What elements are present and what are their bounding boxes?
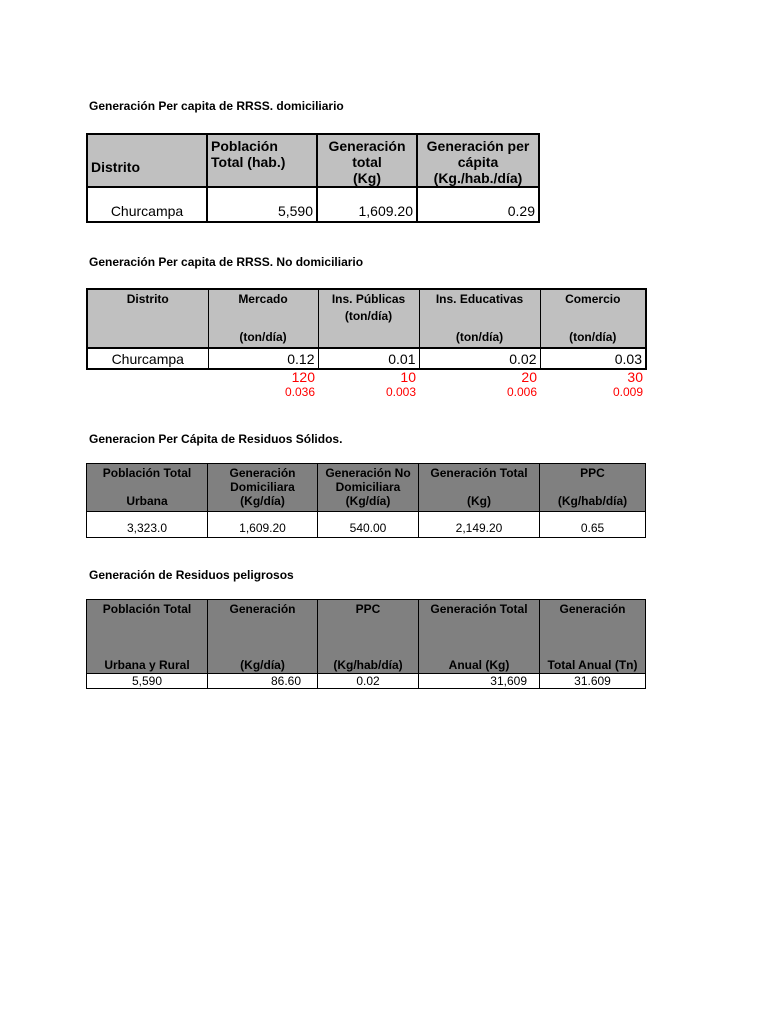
header-distrito: Distrito [87,289,208,348]
header-poblacion-urbana-rural: Población Total Urbana y Rural [87,600,208,674]
cell-mercado-extra: 120 [291,369,315,384]
cell-ppc: 0.02 [318,674,419,689]
header-generacion-total: Generación Total (Kg) [419,464,540,512]
table-row [87,384,646,400]
cell-generacion-domiciliara: 1,609.20 [208,512,318,538]
section-title-residuos-peligrosos: Generación de Residuos peligrosos [89,568,294,582]
cell-ins-educativas: 0.02 [419,348,540,369]
table-row [87,348,646,369]
cell-comercio-extra: 30 [627,369,643,384]
cell-ins-educativas-extra: 20 [521,369,537,384]
section-title-domiciliario: Generación Per capita de RRSS. domiciliario [89,99,344,113]
cell-mercado: 0.12 [208,348,318,369]
cell-poblacion: 5,590 [207,187,317,222]
cell-ppc: 0.65 [540,512,646,538]
cell-generacion-no-domiciliara: 540.00 [318,512,419,538]
table-domiciliario [86,133,540,223]
section-title-no-domiciliario: Generación Per capita de RRSS. No domiciliario [89,255,364,269]
cell-poblacion: 5,590 [87,674,208,689]
header-comercio: Comercio (ton/día) [540,289,646,348]
header-poblacion-urbana: Población Total Urbana [87,464,208,512]
cell-ins-educativas-ton: 0.006 [506,385,537,399]
cell-ins-publicas: 0.01 [318,348,419,369]
cell-distrito: Churcampa [87,187,207,222]
cell-empty [87,384,208,400]
table-row [87,512,646,538]
cell-empty [87,369,208,384]
cell-poblacion-urbana: 3,323.0 [87,512,208,538]
header-generacion-total-anual-tn: Generación Total Anual (Tn) [540,600,646,674]
cell-generacion-total-anual-tn: 31.609 [540,674,646,689]
cell-ins-publicas-extra: 10 [400,369,416,384]
cell-generacion-total: 1,609.20 [317,187,417,222]
table-header-row [87,600,646,674]
cell-ins-publicas-ton: 0.003 [385,385,416,399]
header-ppc: PPC (Kg/hab/día) [540,464,646,512]
header-mercado: Mercado (ton/día) [208,289,318,348]
header-ins-publicas: Ins. Públicas (ton/día) [318,289,419,348]
table-header-row [87,289,646,348]
header-distrito: Distrito [87,134,207,187]
table-residuos-peligrosos [86,599,646,689]
header-generacion-total: Generación total (Kg) [317,134,417,187]
table-row [87,187,539,222]
cell-comercio: 0.03 [540,348,646,369]
cell-generacion-per-capita: 0.29 [417,187,539,222]
header-generacion-per-capita: Generación per cápita (Kg./hab./día) [417,134,539,187]
header-generacion: Generación (Kg/día) [208,600,318,674]
cell-comercio-ton: 0.009 [612,385,643,399]
table-header-row [87,134,539,187]
header-poblacion: Población Total (hab.) [207,134,317,187]
table-row [87,674,646,689]
table-header-row [87,464,646,512]
header-ins-educativas: Ins. Educativas (ton/día) [419,289,540,348]
cell-distrito: Churcampa [87,348,208,369]
cell-generacion-total: 2,149.20 [419,512,540,538]
table-no-domiciliario [86,288,647,400]
cell-generacion-total-anual: 31,609 [419,674,540,689]
cell-generacion: 86.60 [208,674,318,689]
header-ppc: PPC (Kg/hab/día) [318,600,419,674]
header-generacion-total-anual: Generación Total Anual (Kg) [419,600,540,674]
header-generacion-domiciliara: Generación Domiciliara (Kg/día) [208,464,318,512]
table-row [87,369,646,384]
section-title-residuos-solidos: Generacion Per Cápita de Residuos Sólidos. [89,432,343,446]
cell-mercado-ton: 0.036 [284,385,315,399]
table-residuos-solidos [86,463,646,538]
header-generacion-no-domiciliara: Generación No Domiciliara (Kg/día) [318,464,419,512]
